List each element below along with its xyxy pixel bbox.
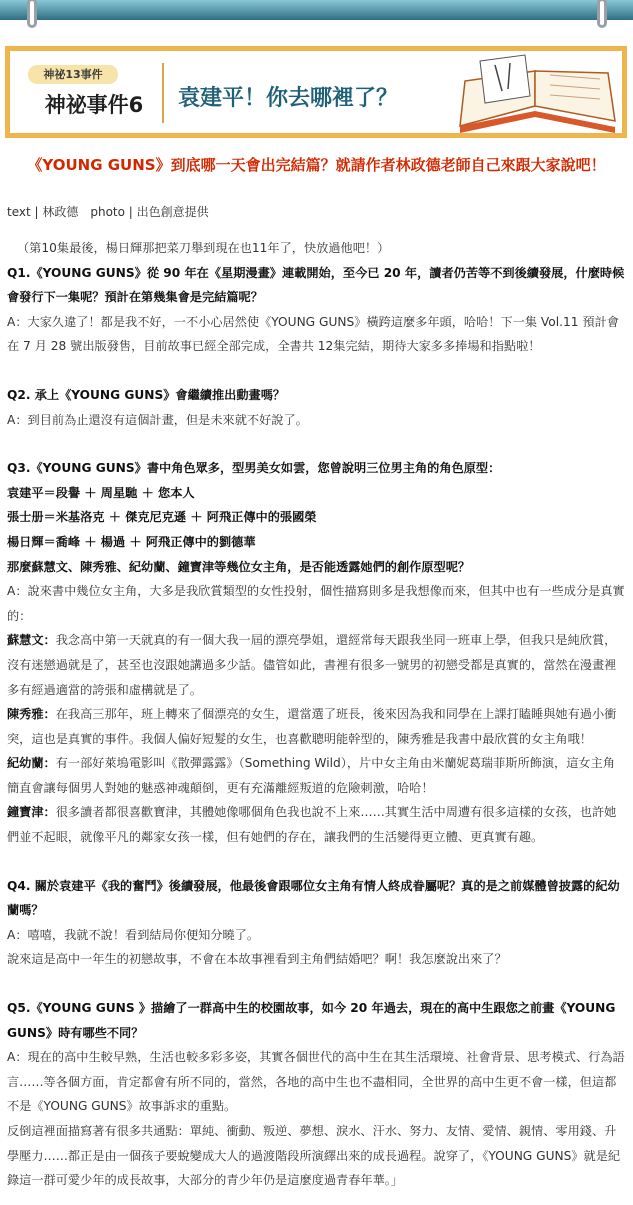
interview-content [7,236,627,1193]
character-note [7,800,627,849]
character-prototype-line: 楊日輝＝喬峰 ＋ 楊過 ＋ 阿飛正傳中的劉德華 [7,534,256,549]
character-description: 有一部好萊塢電影叫《散彈露露》（Something Wild），片中女主角由米蘭妮葛瑞菲斯所飾演，這女主角簡直會讓每個男人對她的魅惑神魂顛倒，更有充滿離經叛道的危險刺激，哈哈！ [7,756,615,795]
open-book-illustration [440,51,630,141]
binder-ring-left [27,0,37,28]
question-5: Q5.《YOUNG GUNS 》描繪了一群高中生的校園故事，如今 20 年過去，現在的高中生跟您之前畫《YOUNG GUNS》時有哪些不同？ [7,1001,616,1040]
series-title: 神祕事件6 [44,93,144,117]
answer-3: A：說來書中幾位女主角，大多是我欣賞類型的女性投射，個性描寫則多是我想像而來，但其中也有一些成分是真實的： [7,584,625,623]
character-name: 鐘寶津： [7,805,56,820]
binder-ring-right [597,0,607,28]
article-subtitle: 《YOUNG GUNS》到底哪一天會出完結篇？就請作者林政德老師自己來跟大家說吧！ [27,156,606,174]
character-description: 很多讀者都很喜歡寶津，其體她像哪個角色我也說不上來……其實生活中周遭有很多這樣的女孩，也許她們並不起眼，就像平凡的鄰家女孩一樣，但有她們的存在，讓我們的生活變得更立體、更真實有趣。 [7,805,617,845]
answer-4: A：嘻嘻，我就不說！看到結局你便知分曉了。 [7,927,260,942]
top-band [0,0,633,20]
character-prototype-line: 張士册＝米基洛克 ＋ 傑克尼克遜 ＋ 阿飛正傳中的張國榮 [7,510,317,525]
character-name: 蘇慧文： [7,633,56,648]
question-3: Q3.《YOUNG GUNS》書中角色眾多，型男美女如雲，您曾說明三位男主角的角色原型： [7,461,501,476]
character-name: 陳秀雅： [7,707,56,722]
series-tag: 神祕13事件 [28,65,118,84]
answer-1: A：大家久違了！都是我不好，一不小心居然使《YOUNG GUNS》橫跨這麼多年頭，哈哈！下一集 Vol.11 預計會在 7 月 28 號出版發售，目前故事已經全部完成，全書共 12集完結，期待大家多多捧場和指點啦！ [7,314,619,354]
spacer [7,432,627,456]
character-prototype-line: 袁建平＝段譽 ＋ 周星馳 ＋ 您本人 [7,485,195,500]
character-note [7,702,627,751]
answer-5: A：現在的高中生較早熟，生活也較多彩多姿，其實各個世代的高中生在其生活環境、社會背景、思考模式、行為語言……等各個方面，肯定都會有所不同的，當然，各地的高中生也不盡相同，全世界的高中生更不會一樣，但這都不是《YOUNG GUNS》故事訴求的重點。 [7,1050,625,1114]
question-2: Q2. 承上《YOUNG GUNS》會繼續推出動畫嗎？ [7,387,286,402]
answer-4-continued: 說來這是高中一年生的初戀故事，不會在本故事裡看到主角們結婚吧？啊！我怎麼說出來了？ [7,952,507,967]
article-credits: text | 林政德 photo | 出色創意提供 [7,205,209,219]
character-name: 紀幼蘭： [7,756,56,771]
answer-2: A：到目前為止還沒有這個計畫，但是未來就不好說了。 [7,412,308,427]
banner-divider [162,63,164,123]
character-note [7,628,627,702]
question-3-followup: 那麼蘇慧文、陳秀雅、紀幼蘭、鐘寶津等幾位女主角，是否能透露她們的創作原型呢？ [7,559,471,574]
question-4: Q4. 關於袁建平《我的奮鬥》後續發展，他最後會跟哪位女主角有情人終成眷屬呢？真的是之前媒體曾披露的紀幼蘭嗎？ [7,878,620,918]
answer-5-continued: 反倒這裡面描寫著有很多共通點：單純、衝動、叛逆、夢想、淚水、汗水、努力、友情、愛情、親情、零用錢、升學壓力……都正是由一個孩子要蛻變成大人的過渡階段所演繹出來的成長過程。說穿了，《YOUNG GUNS》就是紀錄這一群可愛少年的成長故事，大部分的青少年仍是這麼度過青春年華。」 [7,1124,621,1188]
intro-note: （第10集最後，楊日輝那把菜刀舉到現在也11年了，快放過他吧！） [17,241,390,255]
character-note [7,751,627,800]
character-description: 我念高中第一天就真的有一個大我一屆的漂亮學姐，還經常每天跟我坐同一班車上學，但我只是純欣賞，沒有迷戀過就是了，甚至也沒跟她講過多少話。儘管如此，書裡有很多一號男的初戀受都是真實的，當然在漫畫裡多有經過適當的誇張和虛構就是了。 [7,633,617,697]
spacer [7,359,627,383]
article-headline: 袁建平！你去哪裡了？ [178,86,399,111]
spacer [7,972,627,996]
article-banner [5,46,627,138]
spacer [7,850,627,874]
character-description: 在我高三那年，班上轉來了個漂亮的女生，還當選了班長，後來因為我和同學在上課打瞌睡與她有過小衝突，這也是真實的事件。我個人偏好短髮的女生，也喜歡聰明能幹型的，陳秀雅是我書中最欣賞的女主角哦！ [7,707,617,746]
question-1: Q1.《YOUNG GUNS》從 90 年在《星期漫畫》連載開始，至今已 20 年，讀者仍苦等不到後續發展，什麼時候會發行下一集呢？預計在第幾集會是完結篇呢？ [7,265,625,305]
